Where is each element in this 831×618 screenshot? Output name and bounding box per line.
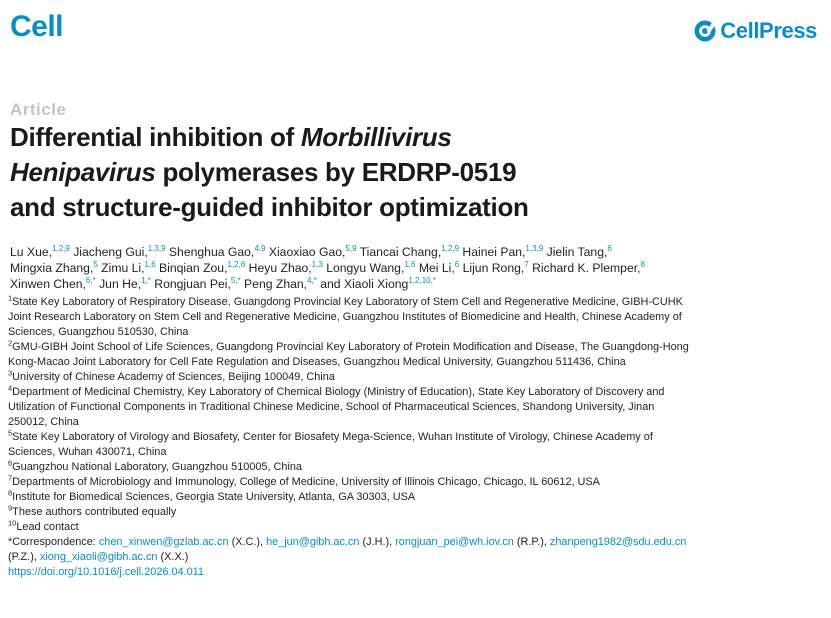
author bbox=[99, 277, 151, 291]
email-link[interactable]: he_jun@gibh.ac.cn bbox=[266, 536, 360, 548]
author bbox=[244, 277, 317, 291]
affiliation-line bbox=[8, 355, 823, 370]
author bbox=[249, 261, 323, 275]
author-name: Jiacheng Gui, bbox=[73, 245, 148, 259]
author-name: Heyu Zhao, bbox=[248, 261, 312, 275]
email-initials: (X.X.) bbox=[157, 551, 189, 563]
affiliation-line bbox=[8, 385, 823, 400]
affiliation-number: 5 bbox=[8, 428, 13, 438]
affiliation-line bbox=[8, 310, 823, 325]
affiliation-text: These authors contributed equally bbox=[12, 506, 177, 518]
affiliation-text: 250012, China bbox=[8, 416, 79, 428]
affiliation-text: Kong-Macao Joint Laboratory for Cell Fate Regulation and Diseases, Guangzhou Medical University, Guangzhou 511436, China bbox=[8, 356, 626, 368]
author bbox=[10, 245, 70, 259]
affiliation-text: Lead contact bbox=[16, 521, 79, 533]
title-text: Differential inhibition of bbox=[10, 122, 301, 152]
author bbox=[10, 261, 98, 275]
author-name: Mingxia Zhang, bbox=[10, 261, 94, 275]
correspondence-label: *Correspondence: bbox=[8, 536, 99, 548]
affiliation-text: GMU-GIBH Joint School of Life Sciences, Guangdong Provincial Key Laboratory of Protein Modification and Disease, The Guangdong-Hong bbox=[12, 341, 689, 353]
correspondence-line-2 bbox=[8, 550, 823, 565]
title-italic-term: Henipavirus bbox=[10, 157, 156, 187]
author-affiliation-marker: 1,2,9 bbox=[52, 243, 70, 253]
title-italic-term: Morbillivirus bbox=[300, 122, 452, 152]
author-name: Richard K. Plemper, bbox=[532, 261, 641, 275]
affiliation-line bbox=[8, 460, 823, 475]
affiliation-text: Sciences, Guangzhou 510530, China bbox=[8, 326, 189, 338]
affiliation-line bbox=[8, 490, 823, 505]
author bbox=[326, 261, 415, 275]
author-affiliation-marker: 1,2,10,* bbox=[408, 275, 436, 285]
author bbox=[463, 261, 529, 275]
author-name: Longyu Wang, bbox=[326, 261, 405, 275]
author-affiliation-marker: 1,3 bbox=[311, 259, 323, 269]
title-text: polymerases by ERDRP-0519 bbox=[155, 157, 517, 187]
author-name: Lijun Rong, bbox=[462, 261, 525, 275]
author bbox=[159, 261, 245, 275]
correspondence-line bbox=[8, 535, 823, 550]
email-link[interactable]: xiong_xiaoli@gibh.ac.cn bbox=[39, 551, 158, 563]
author bbox=[101, 261, 155, 275]
cellpress-swirl-icon bbox=[694, 20, 716, 42]
author-affiliation-marker: 5 bbox=[93, 259, 98, 269]
author-name: Peng Zhan, bbox=[244, 277, 308, 291]
author-line bbox=[10, 244, 825, 260]
author-name: Xinwen Chen, bbox=[10, 277, 86, 291]
author-list bbox=[10, 244, 825, 292]
affiliation-text: Joint Research Laboratory on Stem Cell and Regenerative Medicine, Guangzhou Institutes of Biomedicine and Health, Chinese Academy of bbox=[8, 311, 682, 323]
author-name: Tiancai Chang, bbox=[359, 245, 442, 259]
email-link[interactable]: zhanpeng1982@sdu.edu.cn bbox=[549, 536, 687, 548]
affiliation-text: Guangzhou National Laboratory, Guangzhou 510005, China bbox=[12, 461, 302, 473]
author-affiliation-marker: 1,6 bbox=[144, 259, 156, 269]
publisher-logo bbox=[694, 18, 817, 44]
author bbox=[73, 245, 165, 259]
journal-logo: Cell bbox=[10, 10, 64, 43]
affiliation-number: 7 bbox=[8, 473, 13, 483]
author-affiliation-marker: 1,6 bbox=[404, 259, 416, 269]
affiliation-number: 3 bbox=[8, 368, 13, 378]
author bbox=[462, 245, 543, 259]
author-name: Hainei Pan, bbox=[462, 245, 526, 259]
author-affiliation-marker: 5,* bbox=[230, 275, 241, 285]
affiliation-line bbox=[8, 475, 823, 490]
author-name: Rongjuan Pei, bbox=[154, 277, 231, 291]
author-name: Lu Xue, bbox=[10, 245, 53, 259]
author-affiliation-marker: 1,2,6 bbox=[227, 259, 246, 269]
author-affiliation-marker: 5,9 bbox=[345, 243, 357, 253]
affiliation-text: Utilization of Functional Components in Traditional Chinese Medicine, School of Pharmaceutical Sciences, Shandong University, Jinan bbox=[8, 401, 655, 413]
author-line bbox=[10, 276, 825, 292]
author-name: Jielin Tang, bbox=[546, 245, 608, 259]
author bbox=[269, 245, 357, 259]
author bbox=[360, 245, 459, 259]
author bbox=[532, 261, 645, 275]
affiliation-number: 10 bbox=[8, 518, 17, 528]
author bbox=[169, 245, 266, 259]
author-name: Xiaoxiao Gao, bbox=[268, 245, 346, 259]
author-name: Binqian Zou, bbox=[159, 261, 228, 275]
author-affiliation-marker: 1,3,9 bbox=[147, 243, 166, 253]
author-affiliation-marker: 8 bbox=[640, 259, 645, 269]
title-line-3: and structure-guided inhibitor optimization bbox=[10, 192, 529, 222]
author-name: Zimu Li, bbox=[101, 261, 145, 275]
affiliation-number: 8 bbox=[8, 488, 13, 498]
author-affiliation-marker: 1,2,9 bbox=[441, 243, 460, 253]
affiliation-text: University of Chinese Academy of Sciences, Beijing 100049, China bbox=[12, 371, 335, 383]
author bbox=[547, 245, 612, 259]
author-affiliation-marker: 4,9 bbox=[254, 243, 266, 253]
doi-link[interactable]: https://doi.org/10.1016/j.cell.2026.04.011 bbox=[8, 566, 204, 578]
email-initials: (P.Z.), bbox=[8, 551, 40, 563]
email-link[interactable]: rongjuan_pei@wh.iov.cn bbox=[395, 536, 514, 548]
author-name: Mei Li, bbox=[418, 261, 455, 275]
author bbox=[10, 277, 96, 291]
author-name: Jun He, bbox=[99, 277, 142, 291]
affiliation-line bbox=[8, 400, 823, 415]
author bbox=[154, 277, 240, 291]
affiliation-line bbox=[8, 430, 823, 445]
affiliation-line bbox=[8, 325, 823, 340]
affiliation-line bbox=[8, 295, 823, 310]
email-initials: (X.C.), bbox=[228, 536, 267, 548]
affiliation-text: Department of Medicinal Chemistry, Key Laboratory of Chemical Biology (Ministry of Education), State Key Laboratory of Discovery and bbox=[12, 386, 665, 398]
affiliation-number: 2 bbox=[8, 338, 13, 348]
affiliations-block bbox=[8, 295, 823, 580]
affiliation-line bbox=[8, 445, 823, 460]
author-affiliation-marker: 4,* bbox=[307, 275, 317, 285]
author-affiliation-marker: 1,* bbox=[141, 275, 151, 285]
author bbox=[320, 277, 436, 291]
affiliation-line bbox=[8, 520, 823, 535]
affiliation-line bbox=[8, 415, 823, 430]
author-name: Shenghua Gao, bbox=[168, 245, 255, 259]
email-link[interactable]: chen_xinwen@gzlab.ac.cn bbox=[98, 536, 229, 548]
affiliation-line bbox=[8, 505, 823, 520]
affiliation-number: 1 bbox=[8, 293, 13, 303]
affiliation-line bbox=[8, 370, 823, 385]
affiliation-text: State Key Laboratory of Respiratory Disease, Guangdong Provincial Key Laboratory of Stem Cell and Regenerative Medicine, GIBH-CUHK bbox=[12, 296, 683, 308]
affiliation-line bbox=[8, 340, 823, 355]
affiliation-text: Institute for Biomedical Sciences, Georgia State University, Atlanta, GA 30303, USA bbox=[12, 491, 416, 503]
affiliation-text: Departments of Microbiology and Immunology, College of Medicine, University of Illinois Chicago, Chicago, IL 60612, USA bbox=[12, 476, 600, 488]
author-affiliation-marker: 6 bbox=[454, 259, 460, 269]
email-initials: (J.H.), bbox=[359, 536, 396, 548]
article-title bbox=[10, 120, 820, 225]
affiliation-number: 9 bbox=[8, 503, 13, 513]
title-line-2 bbox=[10, 155, 820, 190]
author-affiliation-marker: 6,* bbox=[85, 275, 96, 285]
email-initials: (R.P.), bbox=[513, 536, 550, 548]
author bbox=[419, 261, 459, 275]
affiliation-number: 6 bbox=[8, 458, 13, 468]
author-line bbox=[10, 260, 825, 276]
affiliation-text: Sciences, Wuhan 430071, China bbox=[8, 446, 167, 458]
publisher-name: CellPress bbox=[720, 18, 817, 43]
affiliation-text: State Key Laboratory of Virology and Biosafety, Center for Biosafety Mega-Science, Wuhan Institute of Virology, Chinese Academy of bbox=[12, 431, 653, 443]
author-affiliation-marker: 6 bbox=[607, 243, 612, 253]
article-type-label: Article bbox=[10, 100, 67, 119]
author-name: and Xiaoli Xiong bbox=[320, 277, 409, 291]
affiliation-number: 4 bbox=[8, 383, 13, 393]
author-affiliation-marker: 1,3,9 bbox=[525, 243, 544, 253]
author-affiliation-marker: 7 bbox=[524, 259, 529, 269]
title-line-1 bbox=[10, 120, 820, 155]
